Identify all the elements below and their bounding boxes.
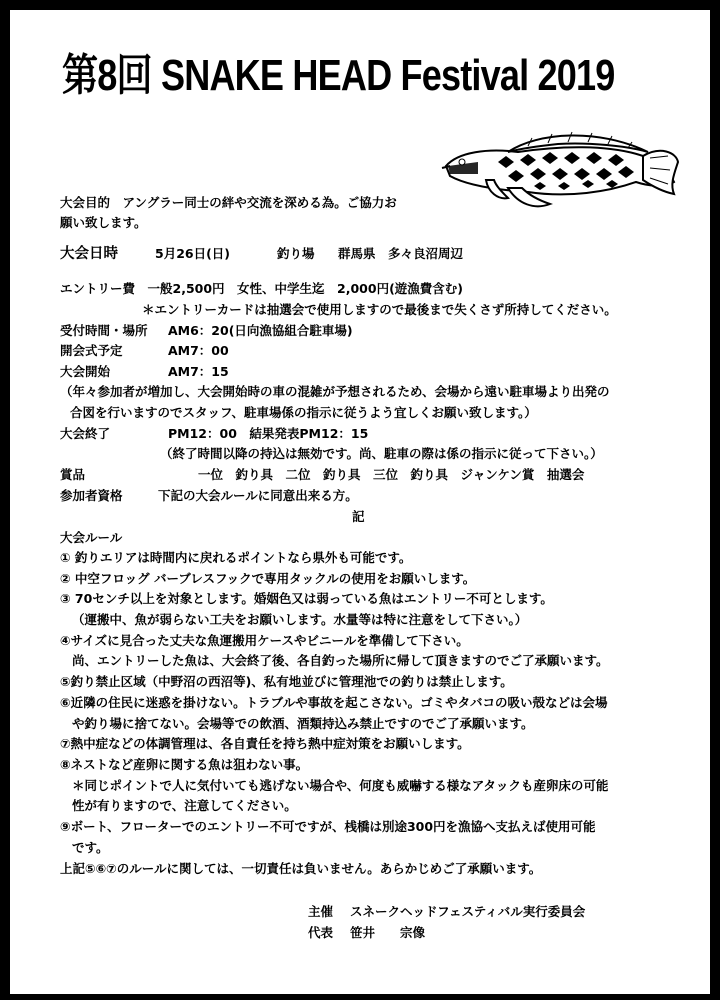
rule-line: ⑦熱中症などの体調管理は、各自責任を持ち熱中症対策をお願いします。 xyxy=(60,736,470,751)
opening-label: 開会式予定 xyxy=(60,343,123,358)
rule-line: ⑥近隣の住民に迷惑を掛けない。トラブルや事故を起こさない。ゴミやタバコの吸い殻などは会場 xyxy=(60,695,608,710)
end-value: PM12：00 結果発表PM12：15 xyxy=(168,426,369,441)
prizes-value: 一位 釣り具 二位 釣り具 三位 釣り具 ジャンケン賞 抽選会 xyxy=(198,467,585,482)
representative-label: 代表 xyxy=(308,925,334,940)
page-title: 第8回 SNAKE HEAD Festival 2019 xyxy=(62,51,615,100)
opening-value: AM7：00 xyxy=(168,343,229,358)
purpose-line-1: 大会目的 アングラー同士の絆や交流を深める為。ご協力お xyxy=(60,195,397,210)
eligibility-label: 参加者資格 xyxy=(60,488,123,503)
snakehead-fish-icon xyxy=(438,122,680,214)
prizes-label: 賞品 xyxy=(60,467,86,482)
rule-line: 性が有りますので、注意してください。 xyxy=(72,798,297,813)
purpose-line-2: 願い致します。 xyxy=(60,215,147,230)
rule-line: ② 中空フロッグ バーブレスフックで専用タックルの使用をお願いします。 xyxy=(60,571,476,586)
organizer-label: 主催 xyxy=(308,904,334,919)
rule-line: 尚、エントリーした魚は、大会終了後、各自釣った場所に帰して頂きますのでご了承願います。 xyxy=(72,653,609,668)
rule-line: ① 釣りエリアは時間内に戻れるポイントなら県外も可能です。 xyxy=(60,550,412,565)
rule-line: ⑨ボート、フローターでのエントリー不可ですが、桟橋は別途300円を漁協へ支払えば使用可能 xyxy=(60,819,596,834)
entry-fee-note: ＊エントリーカードは抽選会で使用しますので最後まで失くさず所持してください。 xyxy=(142,302,617,317)
rule-line: です。 xyxy=(72,840,109,855)
reception-value: AM6：20(日向漁協組合駐車場) xyxy=(168,323,353,338)
entry-fee: エントリー費 一般2,500円 女性、中学生迄 2,000円(遊漁費含む) xyxy=(60,281,464,296)
ki-mark: 記 xyxy=(352,509,365,524)
rule-line: ③ 70センチ以上を対象とします。婚姻色又は弱っている魚はエントリー不可とします。 xyxy=(60,591,553,606)
rule-disclaimer: 上記⑤⑥⑦のルールに関しては、一切責任は負いません。あらかじめご了承願います。 xyxy=(60,861,542,876)
organizer-name: スネークヘッドフェスティバル実行委員会 xyxy=(350,904,586,919)
event-date: 5月26日(日) xyxy=(155,246,231,261)
start-label: 大会開始 xyxy=(60,364,111,379)
start-value: AM7：15 xyxy=(168,364,229,379)
venue-label: 釣り場 xyxy=(277,246,315,261)
rule-line: ⑧ネストなど産卵に関する魚は狙わない事。 xyxy=(60,757,309,772)
start-notice-line-1: （年々参加者が増加し、大会開始時の車の混雑が予想されるため、会場から遠い駐車場より出発の xyxy=(60,384,610,399)
event-label: 大会日時 xyxy=(60,246,118,262)
reception-label: 受付時間・場所 xyxy=(60,323,148,338)
rule-line: （運搬中、魚が弱らない工夫をお願いします。水量等は特に注意をして下さい。） xyxy=(72,612,528,627)
venue: 群馬県 多々良沼周辺 xyxy=(338,246,464,261)
rules-heading: 大会ルール xyxy=(60,530,123,545)
rule-line: ④サイズに見合った丈夫な魚運搬用ケースやビニールを準備して下さい。 xyxy=(60,633,469,648)
end-note: （終了時間以降の持込は無効です。尚、駐車の際は係の指示に従って下さい。） xyxy=(160,446,603,461)
end-label: 大会終了 xyxy=(60,426,111,441)
rule-line: ⑤釣り禁止区域（中野沼の西沼等)、私有地並びに管理池での釣りは禁止します。 xyxy=(60,674,513,689)
rule-line: ＊同じポイントで人に気付いても逃げない場合や、何度も威嚇する様なアタックも産卵床の可能 xyxy=(72,778,609,793)
start-notice-line-2: 合図を行いますのでスタッフ、駐車場係の指示に従うよう宜しくお願い致します。） xyxy=(70,405,537,420)
rule-line: や釣り場に捨てない。会場等での飲酒、酒類持込み禁止ですのでご了承願います。 xyxy=(72,716,534,731)
representative-name: 笹井 宗像 xyxy=(350,925,426,940)
eligibility-value: 下記の大会ルールに同意出来る方。 xyxy=(158,488,358,503)
